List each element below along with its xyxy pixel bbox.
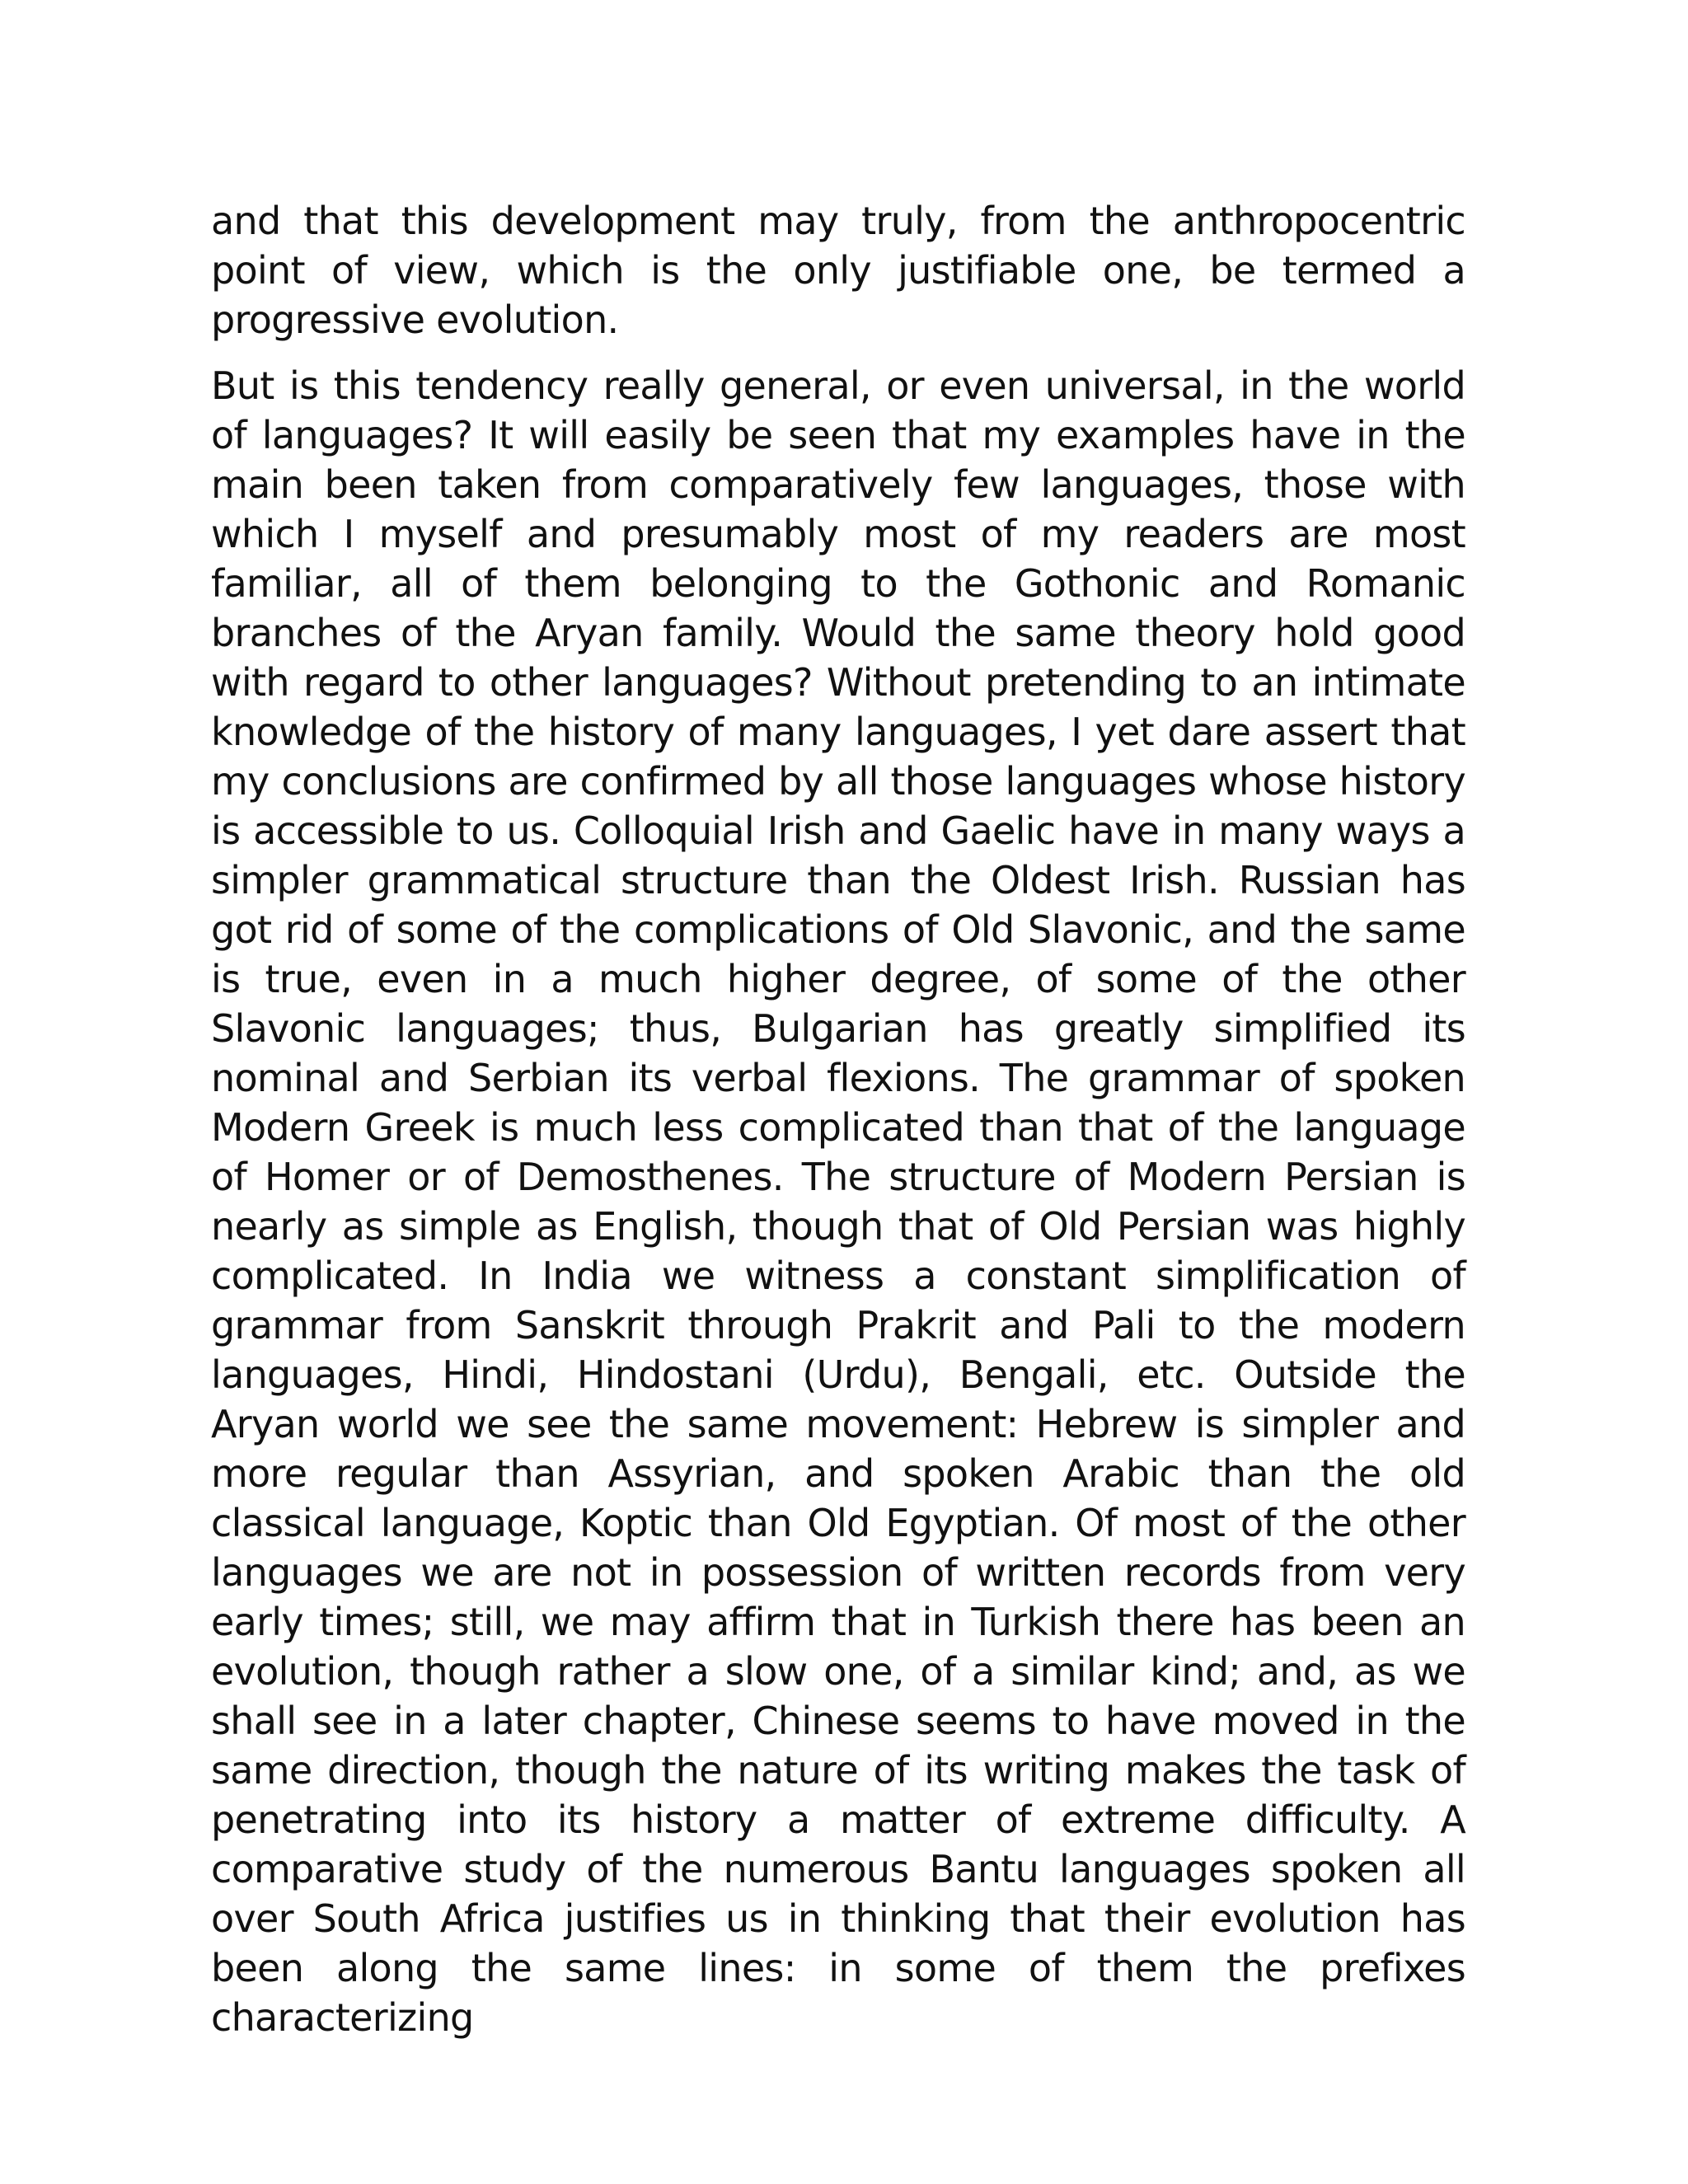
- paragraph-2: But is this tendency really general, or even universal, in the world of languages? It will easily be seen that my examples have in the main been taken from comparatively few languages, those with which I myself and presumably most of my readers are most familiar, all of them belonging to the Gothonic and Romanic branches of the Aryan family. Would the same theory hold good with regard to other languages? Without pretending to an intimate knowledge of the history of many languages, I yet dare assert that my conclusions are confirmed by all those languages whose history is accessible to us. Colloquial Irish and Gaelic have in many ways a simpler grammatical structure than the Oldest Irish. Russian has got rid of some of the complications of Old Slavonic, and the same is true, even in a much higher degree, of some of the other Slavonic languages; thus, Bulgarian has greatly simplified its nominal and Serbian its verbal flexions. The grammar of spoken Modern Greek is much less complicated than that of the language of Homer or of Demosthenes. The structure of Modern Persian is nearly as simple as English, though that of Old Persian was highly complicated. In India we witness a constant simplification of grammar from Sanskrit through Prakrit and Pali to the modern languages, Hindi, Hindostani (Urdu), Bengali, etc. Outside the Aryan world we see the same movement: Hebrew is simpler and more regular than Assyrian, and spoken Arabic than the old classical language, Koptic than Old Egyptian. Of most of the other languages we are not in possession of written records from very early times; still, we may affirm that in Turkish there has been an evolution, though rather a slow one, of a similar kind; and, as we shall see in a later chapter, Chinese seems to have moved in the same direction, though the nature of its writing makes the task of penetrating into its history a matter of extreme difficulty. A comparative study of the numerous Bantu languages spoken all over South Africa justifies us in thinking that their evolution has been along the same lines: in some of them the prefixes characterizing: [211, 363, 1465, 2040]
- page-body: [211, 196, 1465, 2042]
- paragraph-1: and that this development may truly, from the anthropocentric point of view, which is the only justifiable one, be termed a progressive evolution.: [211, 199, 1465, 342]
